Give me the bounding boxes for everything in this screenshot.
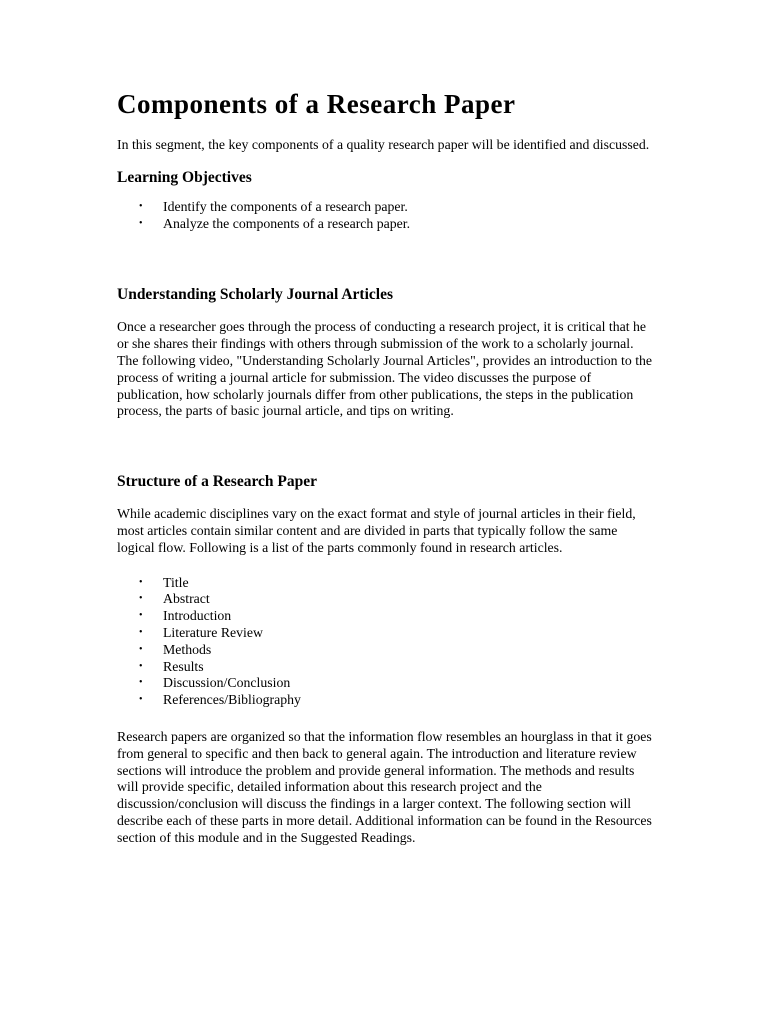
- list-item: [117, 625, 657, 642]
- list-item-text: Discussion/Conclusion: [163, 675, 291, 691]
- list-item-text: Analyze the components of a research paper.: [163, 215, 411, 231]
- bullet-icon: •: [139, 576, 143, 588]
- list-item-text: Literature Review: [163, 624, 263, 640]
- page-title: Components of a Research Paper: [117, 89, 516, 119]
- objectives-list: [117, 199, 657, 233]
- bullet-icon: •: [139, 660, 143, 672]
- structure-heading: Structure of a Research Paper: [117, 473, 318, 491]
- bullet-icon: •: [139, 200, 143, 212]
- list-item-text: Methods: [163, 641, 212, 657]
- list-item-text: Abstract: [163, 591, 210, 607]
- bullet-icon: •: [139, 643, 143, 655]
- bullet-icon: •: [139, 217, 143, 229]
- closing-paragraph: Research papers are organized so that the information flow resembles an hourglass in that it goes from general to specific and then back to general again. The introduction and literature review sections will introduce the problem and provide general information. The methods and results will provide specific, detailed information about this research project and the discussion/conclusion will discuss the findings in a larger context. The following section will describe each of these parts in more detail. Additional information can be found in the Resources section of this module and in the Suggested Readings.: [117, 728, 652, 845]
- list-item: [117, 216, 657, 233]
- list-item: [117, 642, 657, 659]
- bullet-icon: •: [139, 694, 143, 706]
- bullet-icon: •: [139, 610, 143, 622]
- list-item: [117, 659, 657, 676]
- list-item: [117, 199, 657, 216]
- bullet-icon: •: [139, 626, 143, 638]
- list-item: [117, 591, 657, 608]
- journal-paragraph: Once a researcher goes through the process of conducting a research project, it is critical that he or she shares their findings with others through submission of the work to a scholarly journal. The following video, "Understanding Scholarly Journal Articles", provides an introduction to the process of writing a journal article for submission. The video discusses the purpose of publication, how scholarly journals differ from other publications, the steps in the publication process, the parts of basic journal article, and tips on writing.: [117, 319, 653, 419]
- bullet-icon: •: [139, 593, 143, 605]
- list-item: [117, 608, 657, 625]
- document-page: [117, 86, 657, 847]
- list-item: [117, 692, 657, 709]
- list-item: [117, 575, 657, 592]
- bullet-icon: •: [139, 677, 143, 689]
- list-item-text: Title: [163, 574, 189, 590]
- list-item-text: Identify the components of a research paper.: [163, 198, 408, 214]
- list-item-text: Results: [163, 658, 204, 674]
- structure-paragraph: While academic disciplines vary on the exact format and style of journal articles in their field, most articles contain similar content and are divided in parts that typically follow the same logical flow. Following is a list of the parts commonly found in research articles.: [117, 506, 636, 555]
- intro-paragraph: In this segment, the key components of a quality research paper will be identified and discussed.: [117, 137, 650, 152]
- objectives-heading: Learning Objectives: [117, 168, 252, 186]
- list-item: [117, 675, 657, 692]
- journal-heading: Understanding Scholarly Journal Articles: [117, 286, 394, 304]
- parts-list: [117, 575, 657, 709]
- list-item-text: Introduction: [163, 608, 232, 624]
- list-item-text: References/Bibliography: [163, 692, 301, 708]
